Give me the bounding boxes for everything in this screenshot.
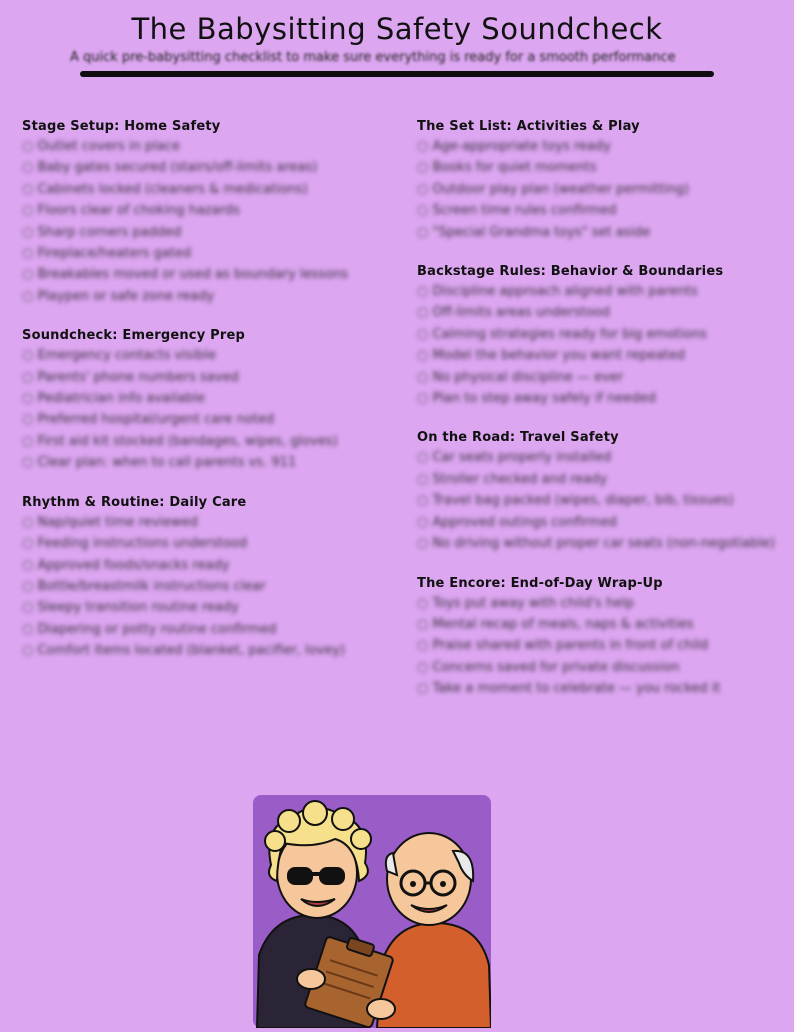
- checklist: [417, 593, 787, 700]
- checklist-item: ○ Sharp corners padded: [22, 222, 392, 243]
- checklist-item: ○ Off-limits areas understood: [417, 302, 787, 323]
- section-heading: Rhythm & Routine: Daily Care: [22, 494, 247, 510]
- checklist-item: ○ Breakables moved or used as boundary lessons: [22, 264, 392, 285]
- checklist: [22, 136, 392, 307]
- section-daily-care: [22, 495, 392, 662]
- checklist-item: ○ Books for quiet moments: [417, 157, 787, 178]
- checklist-item: ○ Toys put away with child's help: [417, 593, 787, 614]
- checklist-item: ○ Playpen or safe zone ready: [22, 286, 392, 307]
- section-heading: Stage Setup: Home Safety: [22, 119, 221, 134]
- checklist-item: ○ Approved foods/snacks ready: [22, 555, 392, 576]
- checklist-item: ○ No physical discipline — ever: [417, 367, 787, 388]
- checklist-item: ○ Mental recap of meals, naps & activities: [417, 614, 787, 635]
- section-heading: On the Road: Travel Safety: [417, 430, 619, 446]
- checklist-item: ○ Floors clear of choking hazards: [22, 200, 392, 221]
- checklist: [417, 447, 787, 554]
- checklist-item: ○ Model the behavior you want repeated: [417, 345, 787, 366]
- checklist-item: ○ Baby gates secured (stairs/off-limits areas): [22, 157, 392, 178]
- checklist-item: ○ Diapering or potty routine confirmed: [22, 619, 392, 640]
- checklist-item: ○ Sleepy transition routine ready: [22, 597, 392, 618]
- checklist-item: ○ No driving without proper car seats (non-negotiable): [417, 533, 787, 554]
- left-column: [22, 119, 392, 683]
- checklist-item: ○ Fireplace/heaters gated: [22, 243, 392, 264]
- checklist: [417, 136, 787, 243]
- checklist-item: ○ Calming strategies ready for big emotions: [417, 324, 787, 345]
- checklist-item: ○ Discipline approach aligned with parents: [417, 281, 787, 302]
- checklist-item: ○ Car seats properly installed: [417, 447, 787, 468]
- right-column: [417, 119, 787, 721]
- checklist-item: ○ Stroller checked and ready: [417, 469, 787, 490]
- section-home-safety: [22, 119, 392, 307]
- grandparents-illustration: [253, 795, 491, 1028]
- checklist-item: ○ Concerns saved for private discussion: [417, 657, 787, 678]
- section-activities-play: [417, 119, 787, 243]
- page-subtitle: A quick pre-babysitting checklist to make sure everything is ready for a smooth performance: [70, 50, 676, 65]
- checklist-item: ○ Clear plan: when to call parents vs. 911: [22, 452, 392, 473]
- section-emergency-prep: [22, 328, 392, 473]
- checklist-item: ○ Outlet covers in place: [22, 136, 392, 157]
- checklist-item: ○ Nap/quiet time reviewed: [22, 512, 392, 533]
- section-behavior-boundaries: [417, 264, 787, 409]
- checklist-item: ○ Approved outings confirmed: [417, 512, 787, 533]
- title-divider: [80, 71, 714, 77]
- section-heading: The Encore: End-of-Day Wrap-Up: [417, 575, 663, 591]
- checklist-item: ○ Parents' phone numbers saved: [22, 367, 392, 388]
- section-heading: Soundcheck: Emergency Prep: [22, 328, 245, 344]
- checklist: [417, 281, 787, 409]
- checklist-item: ○ Outdoor play plan (weather permitting): [417, 179, 787, 200]
- checklist: [22, 512, 392, 662]
- section-wrap-up: [417, 576, 787, 700]
- checklist-item: ○ Emergency contacts visible: [22, 345, 392, 366]
- checklist-item: ○ Take a moment to celebrate — you rocked it: [417, 678, 787, 699]
- checklist-item: ○ Screen time rules confirmed: [417, 200, 787, 221]
- checklist-item: ○ Praise shared with parents in front of child: [417, 635, 787, 656]
- checklist-item: ○ Preferred hospital/urgent care noted: [22, 409, 392, 430]
- checklist-item: ○ Travel bag packed (wipes, diaper, bib, tissues): [417, 490, 787, 511]
- checklist-item: ○ "Special Grandma toys" set aside: [417, 222, 787, 243]
- section-heading: The Set List: Activities & Play: [417, 119, 640, 134]
- section-heading: Backstage Rules: Behavior & Boundaries: [417, 264, 724, 280]
- checklist-item: ○ Age-appropriate toys ready: [417, 136, 787, 157]
- page-title: The Babysitting Safety Soundcheck: [131, 12, 663, 46]
- checklist-item: ○ First aid kit stocked (bandages, wipes, gloves): [22, 431, 392, 452]
- checklist-item: ○ Cabinets locked (cleaners & medications): [22, 179, 392, 200]
- checklist-item: ○ Feeding instructions understood: [22, 533, 392, 554]
- checklist: [22, 345, 392, 473]
- checklist-item: ○ Pediatrician info available: [22, 388, 392, 409]
- checklist-item: ○ Plan to step away safely if needed: [417, 388, 787, 409]
- checklist-item: ○ Comfort items located (blanket, pacifier, lovey): [22, 640, 392, 661]
- section-travel-safety: [417, 430, 787, 554]
- checklist-item: ○ Bottle/breastmilk instructions clear: [22, 576, 392, 597]
